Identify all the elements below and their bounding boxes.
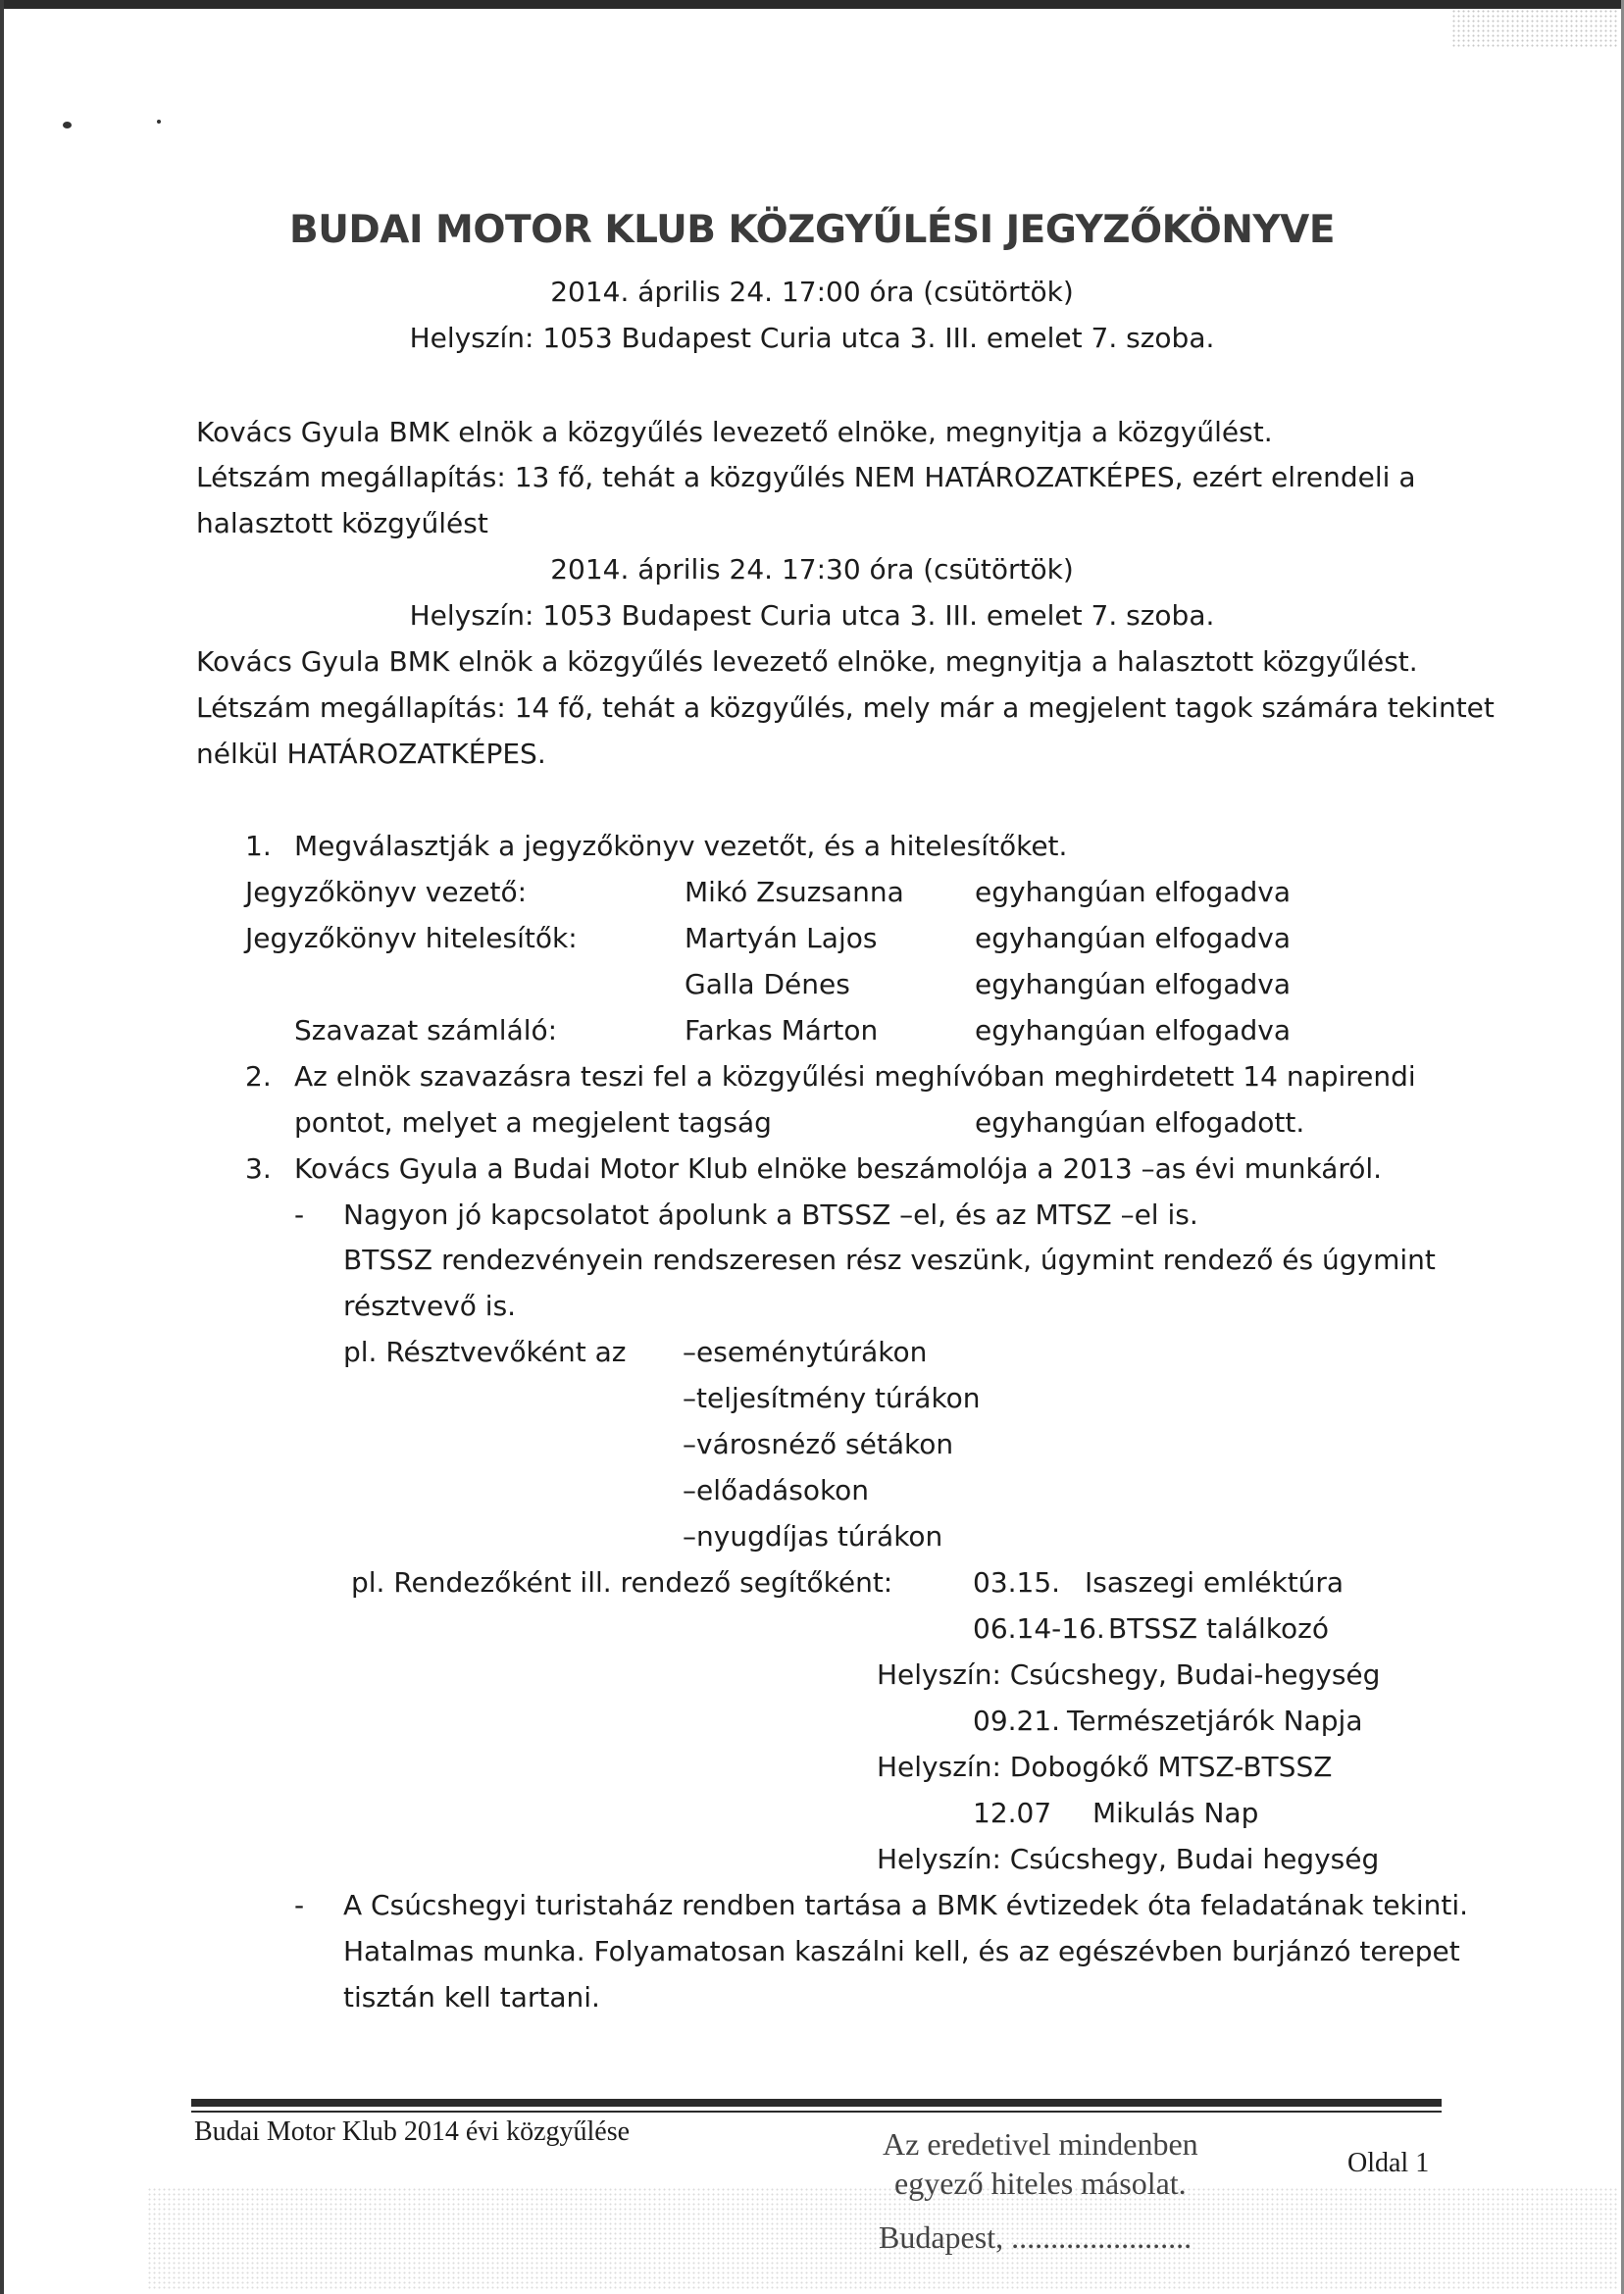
agenda-item-number: 1.	[245, 830, 272, 862]
meeting-date: 2014. április 24. 17:00 óra (csütörtök)	[550, 276, 1074, 308]
event-date: 12.07	[973, 1797, 1052, 1829]
agenda-item-text: Az elnök szavazásra teszi fel a közgyűlési meghívóban meghirdetett 14 napirendi	[294, 1060, 1416, 1093]
intro-line: Kovács Gyula BMK elnök a közgyűlés levezető elnöke, megnyitja a közgyűlést.	[196, 416, 1273, 448]
intro-line: halasztott közgyűlést	[196, 507, 488, 539]
person-name: Galla Dénes	[685, 968, 850, 1000]
vote-result: egyhangúan elfogadva	[975, 1014, 1291, 1046]
participant-item: –nyugdíjas túrákon	[683, 1520, 943, 1553]
participant-label: pl. Résztvevőként az	[343, 1336, 627, 1368]
report-line: BTSSZ rendezvényein rendszeresen rész veszünk, úgymint rendező és úgymint	[343, 1244, 1436, 1276]
intro-line: Létszám megállapítás: 13 fő, tehát a közgyűlés NEM HATÁROZATKÉPES, ezért elrendeli a	[196, 461, 1416, 493]
event-name: Isaszegi emléktúra	[1085, 1566, 1345, 1599]
agenda-item-number: 3.	[245, 1152, 272, 1185]
bullet-dash: -	[294, 1198, 305, 1231]
scan-top-edge	[0, 0, 1624, 9]
vote-result: egyhangúan elfogadva	[975, 922, 1291, 954]
footer-rule-thin	[191, 2111, 1442, 2113]
report-line: Hatalmas munka. Folyamatosan kaszálni kell, és az egészévben burjánzó terepet	[343, 1935, 1460, 1967]
certification-stamp-line: Budapest, .......................	[879, 2219, 1193, 2255]
event-location: Helyszín: Csúcshegy, Budai-hegység	[877, 1658, 1381, 1691]
agenda-item-number: 2.	[245, 1060, 272, 1093]
report-line: A Csúcshegyi turistaház rendben tartása a BMK évtizedek óta feladatának tekinti.	[343, 1889, 1469, 1921]
role-label: Jegyzőkönyv vezető:	[245, 876, 528, 908]
participant-item: –teljesítmény túrákon	[683, 1382, 981, 1414]
event-location: Helyszín: Csúcshegy, Budai hegység	[877, 1843, 1380, 1875]
event-name: Természetjárók Napja	[1067, 1705, 1363, 1737]
event-location: Helyszín: Dobogókő MTSZ-BTSSZ	[877, 1751, 1333, 1783]
organizer-label: pl. Rendezőként ill. rendező segítőként:	[351, 1566, 893, 1599]
report-line: tisztán kell tartani.	[343, 1981, 600, 2014]
agenda-item-text: Megválasztják a jegyzőkönyv vezetőt, és a hitelesítőket.	[294, 830, 1068, 862]
adjourned-meeting-location: Helyszín: 1053 Budapest Curia utca 3. III. emelet 7. szoba.	[409, 599, 1215, 632]
person-name: Farkas Márton	[685, 1014, 879, 1046]
certification-stamp-line: egyező hiteles másolat.	[894, 2166, 1187, 2201]
event-date: 09.21.	[973, 1705, 1061, 1737]
intro-line: Kovács Gyula BMK elnök a közgyűlés levezető elnöke, megnyitja a halasztott közgyűlést.	[196, 645, 1418, 678]
vote-result: egyhangúan elfogadva	[975, 876, 1291, 908]
intro-line: nélkül HATÁROZATKÉPES.	[196, 738, 546, 770]
scan-speck	[157, 120, 161, 124]
event-name: Mikulás Nap	[1092, 1797, 1259, 1829]
person-name: Mikó Zsuzsanna	[685, 876, 904, 908]
participant-item: –eseménytúrákon	[683, 1336, 928, 1368]
report-line: résztvevő is.	[343, 1290, 517, 1322]
report-line: Nagyon jó kapcsolatot ápolunk a BTSSZ –el, és az MTSZ –el is.	[343, 1198, 1198, 1231]
intro-line: Létszám megállapítás: 14 fő, tehát a közgyűlés, mely már a megjelent tagok számára tekintet	[196, 691, 1495, 724]
agenda-item-text: Kovács Gyula a Budai Motor Klub elnöke beszámolója a 2013 –as évi munkáról.	[294, 1152, 1383, 1185]
agenda-item-text: pontot, melyet a megjelent tagság	[294, 1106, 772, 1139]
scan-noise-top-right	[1451, 9, 1618, 48]
role-label: Szavazat számláló:	[294, 1014, 558, 1046]
meeting-location: Helyszín: 1053 Budapest Curia utca 3. III. emelet 7. szoba.	[409, 322, 1215, 354]
participant-item: –városnéző sétákon	[683, 1428, 954, 1460]
document-title: BUDAI MOTOR KLUB KÖZGYŰLÉSI JEGYZŐKÖNYVE	[289, 208, 1335, 252]
person-name: Martyán Lajos	[685, 922, 878, 954]
vote-result: egyhangúan elfogadva	[975, 968, 1291, 1000]
vote-result: egyhangúan elfogadott.	[975, 1106, 1305, 1139]
footer-rule-thick	[191, 2099, 1442, 2107]
certification-stamp-line: Az eredetivel mindenben	[883, 2126, 1198, 2162]
footer-title: Budai Motor Klub 2014 évi közgyűlése	[194, 2116, 631, 2147]
event-name: BTSSZ találkozó	[1108, 1612, 1329, 1645]
event-date: 06.14-16.	[973, 1612, 1105, 1645]
scan-speck	[63, 122, 72, 128]
role-label: Jegyzőkönyv hitelesítők:	[245, 922, 578, 954]
event-date: 03.15.	[973, 1566, 1061, 1599]
adjourned-meeting-date: 2014. április 24. 17:30 óra (csütörtök)	[550, 553, 1074, 586]
bullet-dash: -	[294, 1889, 305, 1921]
participant-item: –előadásokon	[683, 1474, 870, 1506]
page-number: Oldal 1	[1347, 2148, 1430, 2178]
